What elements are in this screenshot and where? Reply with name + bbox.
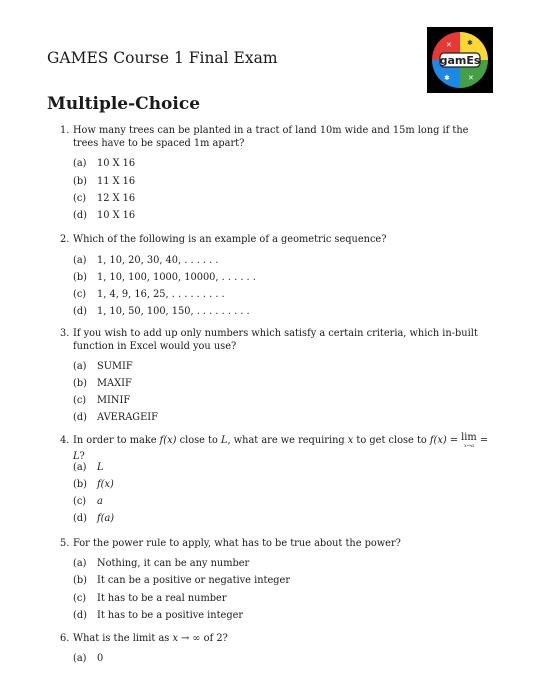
question-4: 4. In order to make f(x) close to L, what are we requiring x to get close to f(x) = lim x→a = L? (60, 434, 496, 463)
option-1a: (a) 10 X 16 (73, 158, 136, 169)
option-4d: (d) f(a) (73, 513, 115, 524)
svg-text:✕: ✕ (446, 41, 452, 49)
svg-text:gamEs: gamEs (439, 54, 481, 67)
question-text: What is the limit as x → ∞ of 2? (73, 633, 228, 644)
question-3: 3. If you wish to add up only numbers which satisfy a certain criteria, which in-built function in Excel would you use? (60, 327, 496, 353)
option-3d: (d) AVERAGEIF (73, 412, 158, 423)
games-logo (427, 27, 493, 93)
option-3c: (c) MINIF (73, 395, 131, 406)
option-1b: (b) 11 X 16 (73, 176, 136, 187)
exam-title: GAMES Course 1 Final Exam (47, 49, 278, 67)
question-1 (60, 124, 496, 150)
option-2d: (d) 1, 10, 50, 100, 150, . . . . . . . . . (73, 306, 250, 317)
option-3b: (b) MAXIF (73, 378, 132, 389)
option-5c: (c) It has to be a real number (73, 593, 227, 604)
option-6a: (a) 0 (73, 653, 104, 664)
option-5d: (d) It has to be a positive integer (73, 610, 244, 621)
svg-text:✱: ✱ (444, 74, 450, 82)
option-1c: (c) 12 X 16 (73, 193, 136, 204)
option-4b: (b) f(x) (73, 479, 114, 490)
option-2a: (a) 1, 10, 20, 30, 40, . . . . . . (73, 255, 219, 266)
question-text: In order to make f(x) close to L, what are we requiring x to get close to f(x) = lim x→a = L? (73, 432, 489, 462)
section-heading: Multiple-Choice (47, 94, 201, 114)
question-6: 6. What is the limit as x → ∞ of 2? (60, 632, 496, 645)
question-number: 1. (60, 125, 70, 136)
question-2: 2. Which of the following is an example of a geometric sequence? (60, 233, 496, 246)
svg-text:✱: ✱ (467, 39, 473, 47)
option-2b: (b) 1, 10, 100, 1000, 10000, . . . . . . (73, 272, 256, 283)
option-4c: (c) a (73, 496, 103, 507)
option-4a: (a) L (73, 462, 104, 473)
option-5b: (b) It can be a positive or negative integer (73, 575, 291, 586)
option-5a: (a) Nothing, it can be any number (73, 558, 250, 569)
option-2c: (c) 1, 4, 9, 16, 25, . . . . . . . . . (73, 289, 225, 300)
limit-operator: lim x→a (461, 432, 477, 449)
question-text: How many trees can be planted in a tract of land 10m wide and 15m long if the trees have to be spaced 1m apart? (73, 125, 469, 149)
svg-text:✕: ✕ (468, 74, 474, 82)
question-5: 5. For the power rule to apply, what has to be true about the power? (60, 537, 496, 550)
question-text: If you wish to add up only numbers which satisfy a certain criteria, which in-built function in Excel would you use? (73, 328, 478, 352)
option-3a: (a) SUMIF (73, 361, 133, 372)
option-1d: (d) 10 X 16 (73, 210, 136, 221)
question-text: Which of the following is an example of a geometric sequence? (73, 234, 387, 245)
question-text: For the power rule to apply, what has to be true about the power? (73, 538, 401, 549)
